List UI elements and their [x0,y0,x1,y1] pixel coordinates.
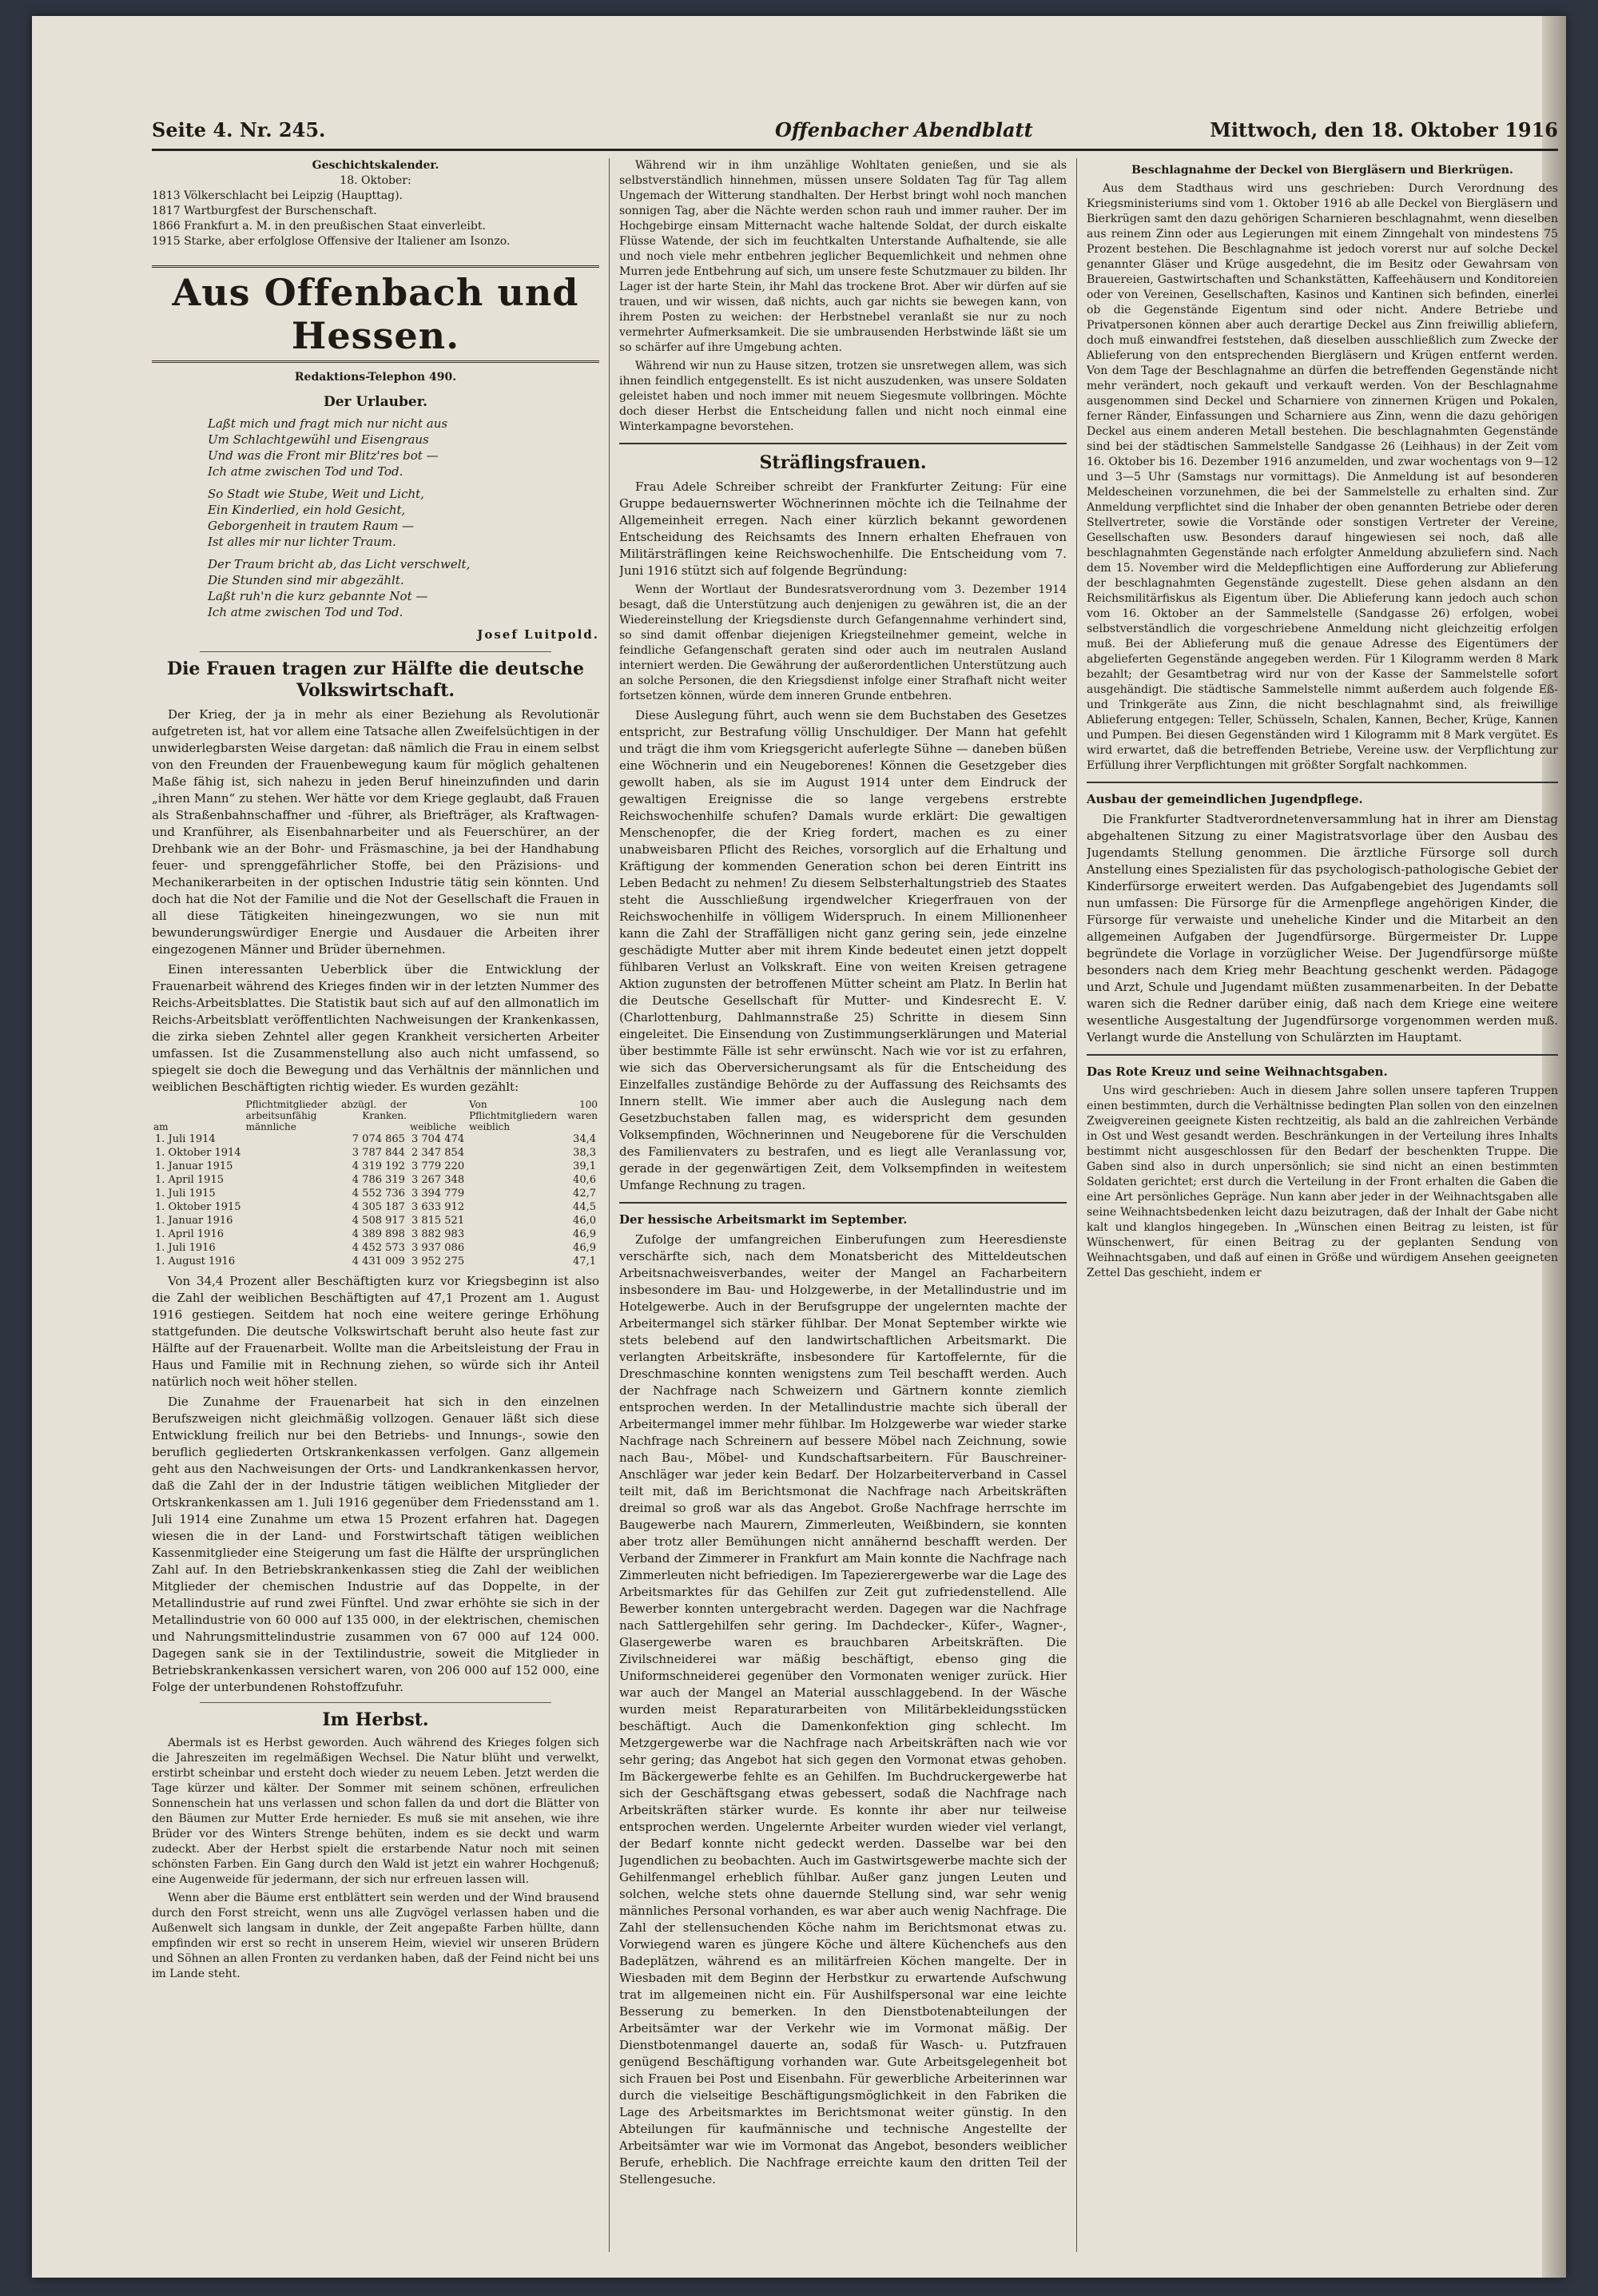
table-cell: 1. Oktober 1915 [155,1201,241,1213]
table-cell: 46,9 [573,1228,596,1240]
table-cell: 3 267 348 [411,1174,465,1186]
table-cell: 4 431 009 [352,1255,405,1267]
table-cell: 44,5 [573,1201,596,1213]
table-cell: 2 347 854 [411,1147,465,1159]
header-date: Mittwoch, den 18. Oktober 1916 [1210,118,1558,141]
poem-author: Josef Luitpold. [477,627,599,642]
table-row [152,1160,599,1173]
table-cell: 1. Juli 1914 [155,1133,216,1145]
table-cell: 47,1 [573,1255,596,1267]
article-paragraph: Von 34,4 Prozent aller Beschäftigten kurz vor Kriegsbeginn ist also die Zahl der weiblichen Beschäftigten auf 47,1 Prozent am 1. August 1916 gestiegen. Seitdem hat noch eine weitere geringe Erhöhung stattgefunden. Die deutsche Volkswirtschaft beruht also heute fast zur Hälfte auf der Frauenarbeit. Wollte man die Arbeitsleistung der Frau in Haus und Familie mit in Rechnung ziehen, so würde sich ihr Anteil natürlich noch weit höher stellen. [152,1274,599,1389]
table-cell: 1. April 1916 [155,1228,224,1240]
table-cell: 3 937 086 [411,1242,465,1254]
table-cell: 1. Juli 1915 [155,1188,216,1200]
table-cell: 4 552 736 [352,1188,405,1200]
table-row [152,1214,599,1228]
table-row [152,1132,599,1146]
article-paragraph: Uns wird geschrieben: Auch in diesem Jahre sollen unsere tapferen Truppen einen bestimmten, durch die Verhältnisse bedingten Plan sollen von den einzelnen Zweigvereinen geeignete Kisten rechtzeitig, als bald an die zahlreichen Verbände in Ost und West gesandt werden. Beschränkungen in der Verteilung ihres Inhalts bestimmt nicht ausgeschlossen für den Bedarf der beschenkten Truppe. Die Gaben sind also in durch unpersönlich; sie sind nicht an einen bestimmten Soldaten gerichtet; erst durch die Verteilung in der Front erhalten die Gaben die eine Art persönliches Gepräge. Nun kann aber jeder in der Weihnachtsgaben alle seine Weihnachtsbedenken leicht dazu beizutragen, daß der Inhalt der Gabe nicht kalt und klanglos hingegeben. In „Wünschen einen Beitrag zu leisten, ist für Wünschenwert, für einen Beitrag zu der geplanten Sendung von Weihnachtsgaben, und daß auf einen in Größe und würdigem Ansehen geeigneten Zettel Das geschieht, indem er [1087,1084,1558,1279]
page-header [152,110,1558,151]
table-cell: 1. Januar 1915 [155,1160,233,1172]
article-title: Das Rote Kreuz und seine Weihnachtsgaben. [1087,1064,1388,1079]
table-cell: 4 508 917 [352,1215,405,1227]
article-title: Der hessische Arbeitsmarkt im September. [619,1212,908,1227]
table-header: weibliche [409,1121,457,1132]
poem-line: Die Stunden sind mir abgezählt. [208,573,404,587]
table-cell: 7 074 865 [352,1133,405,1145]
table-row [152,1228,599,1241]
redaktion-telephone: Redaktions-Telephon 490. [294,371,457,384]
poem-title: Der Urlauber. [323,394,428,410]
article-paragraph: Einen interessanten Ueberblick über die Entwicklung der Frauenarbeit während des Krieges finden wir in der letzten Nummer des Reichs-Arbeitsblattes. Die Statistik baut sich auf auf den allmonatlich im Reichs-Arbeitsblatt veröffentlichten Nachweisungen der Krankenkassen, die zirka sieben Zehntel aller gegen Krankheit versicherten Arbeiter umfassen. Ist die Zusammenstellung also auch nicht umfassend, so spiegelt sie doch die Bewegung und das Verhältnis der männlichen und weiblichen Beschäftigten richtig wieder. Es wurden gezählt: [152,962,599,1094]
poem-line: Der Traum bricht ab, das Licht verschwelt, [208,557,471,571]
poem-line: Geborgenheit in trautem Raum — [208,519,415,533]
column-1 [152,158,599,2252]
divider [200,651,551,652]
poem-line: Ich atme zwischen Tod und Tod. [208,464,403,479]
article-paragraph: Frau Adele Schreiber schreibt der Frankfurter Zeitung: Für eine Gruppe bedauernswerter Wöchnerinnen möchte ich die Teilnahme der Allgemeinheit erregen. Nach einer kürzlich bekannt gewordenen Entscheidung des Reichsamts des Innern erhalten Ehefrauen von Militärsträflingen keine Reichswochenhilfe. Die Entscheidung vom 7. Juni 1916 stützt sich auf folgende Begründung: [619,479,1067,578]
history-calendar [152,158,599,249]
article-paragraph: Zufolge der umfangreichen Einberufungen zum Heeresdienste verschärfte sich, nach dem Monatsbericht des Mitteldeutschen Arbeitsnachweisverbandes, weiter der Mangel an Facharbeitern insbesondere im Bau- und Holzgewerbe, in der Metallindustrie und im Hotelgewerbe. Auch in der Berufsgruppe der ungelernten machte der Arbeitermangel sich stärker fühlbar. Der Monat September wirkte wie stets belebend auf den landwirtschaftlichen Arbeitsmarkt. Die verlangten Arbeitskräfte, insbesondere für Kartoffelernte, für die Dreschmaschine konnten wenigstens zum Teil beschafft werden. Auch der Nachfrage nach Schweizern und Gärtnern konnte ziemlich entsprochen werden. In der Metallindustrie machte sich überall der Arbeitermangel immer mehr fühlbar. Im Holzgewerbe war wieder starke Nachfrage nach Schreinern auf bessere Möbel nach Zeichnung, sowie nach Bau-, Möbel- und Kundschaftsarbeitern. Für Bauschreiner-Anschläger war jeder kein Bedarf. Der Holzarbeiterverband in Cassel teilt mit, daß im Berichtsmonat die Nachfrage nach Arbeitskräften dreimal so groß war als das Angebot. Große Nachfrage herrschte im Baugewerbe nach Maurern, Zimmerleuten, Weißbindern, sie konnten aber trotz aller Bemühungen nicht annähernd beschafft werden. Der Verband der Zimmerer in Frankfurt am Main konnte die Nachfrage nach Zimmerleuten nicht befriedigen. Im Tapezierergewerbe war die Lage des Arbeitsmarktes für das Gehilfen zur Zeit gut zufriedenstellend. Alle Bewerber konnten untergebracht werden. Dagegen war die Nachfrage nach Sattlergehilfen sehr gering. Im Dachdecker-, Küfer-, Wagner-, Glasergewerbe waren es brauchbaren Arbeitskräften. Die Zivilschneiderei war mäßig beschäftigt, ebenso ging die Uniformschneiderei gegenüber den Vormonaten weniger zurück. Hier war auch der Mangel an Material ausschlaggebend. In der Wäsche wurden meist Reparaturarbeiten von Militärbekleidungsstücken beschäftigt. Auch die Damenkonfektion ging schlecht. Im Metzgergewerbe war die Nachfrage nach Arbeitskräften nach wie vor sehr gering; das Angebot hat sich gegen den Vormonat etwas gehoben. Im Bäckergewerbe fehlte es an Gehilfen. Im Buchdruckergewerbe hat sich der Geschäftsgang etwas gebessert, sodaß die Nachfrage nach Arbeitskräften stärker wurde. Es konnte ihr aber nur teilweise entsprochen werden. Ungelernte Arbeiter wurden wieder viel verlangt, der Bedarf konnte nicht gedeckt werden. Dasselbe war bei den Jugendlichen zu beobachten. Auch im Gastwirtsgewerbe machte sich der Gehilfenmangel erheblich fühlbar. Außer ganz jungen Leuten und solchen, welche stets ohne dauernde Stellung sind, war sehr wenig männliches Personal vorhanden, es war aber auch wenig Nachfrage. Die Zahl der stellensuchenden Köche nahm im Berichtsmonat etwas zu. Vorwiegend waren es jüngere Köche und ältere Küchenchefs aus den Badeplätzen, während es an militärfreien Köchen mangelte. Der in Wiesbaden mit dem Beginn der Herbstkur zu erwartende Aufschwung trat im allgemeinen nicht ein. Für Aushilfspersonal war eine leichte Besserung zu bemerken. In den Dienstbotenabteilungen der Arbeitsämter war der Verkehr wie im Vormonat mäßig. Der Dienstbotenmangel dauerte an, sodaß für Wasch- u. Putzfrauen genügend Beschäftigung vorhanden war. Gute Arbeitsgelegenheit bot sich Frauen bei Post und Eisenbahn. Für gewerbliche Arbeiterinnen war durch die vielseitige Beschäftigungsmöglichkeit in den Fabriken die Lage des Arbeitsmarktes im Berichtsmonat weiter günstig. In den Abteilungen für kaufmännische und technische Angestellte der Arbeitsämter war wie im Vormonat das Angebot, besonders weiblicher Berufe, erheblich. Die Nachfrage erreichte kaum den dritten Teil der Stellengesuche. [619,1232,1067,2187]
column-2 [619,158,1067,2252]
calendar-entry: 1866 Frankfurt a. M. in den preußischen Staat einverleibt. [152,220,486,233]
divider [1087,1054,1558,1056]
table-cell: 1. August 1916 [155,1255,236,1267]
table-cell: 3 394 779 [411,1188,465,1200]
article-title: Im Herbst. [322,1709,429,1730]
poem-line: Um Schlachtgewühl und Eisengraus [208,432,429,447]
section-title: Aus Offenbach und Hessen. [152,265,599,363]
calendar-date: 18. Oktober: [340,174,411,187]
poem-line: Ist alles mir nur lichter Traum. [208,535,396,549]
table-cell: 4 305 187 [352,1201,405,1213]
table-cell: 40,6 [573,1174,596,1186]
header-masthead: Offenbacher Abendblatt [775,118,1033,141]
table-cell: 3 787 844 [352,1147,405,1159]
table-cell: 38,3 [573,1147,596,1159]
table-cell: 3 815 521 [411,1215,465,1227]
poem-line: Laßt mich und fragt mich nur nicht aus [208,416,448,431]
table-cell: 3 633 912 [411,1201,465,1213]
column-rule [1076,158,1077,2252]
article-paragraph: Diese Auslegung führt, auch wenn sie dem Buchstaben des Gesetzes entspricht, zur Bestrafung völlig Unschuldiger. Der Mann hat gefehlt und trägt die ihm vom Kriegsgericht auferlegte Sühne — daneben büßen eine Wöchnerin und ein Neugeborenes! Können die Gesetzgeber dies gewollt haben, als sie im August 1914 unter dem Eindruck der gewaltigen Ereignisse die so lange vergebens erstrebte Reichswochenhilfe schufen? Damals wurde erklärt: Die gewaltigen Menschenopfer, die der Krieg fordert, machen es zu einer unabweisbaren Pflicht des Reiches, vorsorglich auf die Erhaltung und Kräftigung der kommenden Generation schon bei deren Eintritt ins Leben Bedacht zu nehmen! Zu diesem Selbsterhaltungstrieb des Staates steht die Ausschließung irgendwelcher Kriegerfrauen von der Reichswochenhilfe in völligem Widerspruch. In einem Millionenheer kann die Zahl der Straffälligen nicht ganz gering sein, jede einzelne geschädigte Mutter aber mit ihrem Kinde bedeutet einen jetzt doppelt fühlbaren Verlust an Volkskraft. Eine von weiten Kreisen getragene Aktion zugunsten der betroffenen Mütter scheint am Platz. In Berlin hat die Deutsche Gesellschaft für Mutter- und Kindesrecht E. V. (Charlottenburg, Dahlmannstraße 25) Schritte in diesem Sinn eingeleitet. Die Einsendung von Zustimmungserklärungen und Material über bestimmte Fälle ist sehr erwünscht. Nach wie vor ist zu erfahren, wie sich das Oberversicherungsamt als für die Entscheidung des Einzelfalles zuständige Behörde zu der Auffassung des Reichsamts des Innern stellt. Wie immer aber auch die Auslegung nach dem Gesetzbuchstaben fallen mag, es widerspricht dem gesunden Volksempfinden, Wöchnerinnen und Neugeborene für die Verschulden des Familienvaters zu bestrafen, und es liegt alle Veranlassung vor, gerade in der gegenwärtigen Zeit, dem Volksempfinden in weitestem Umfange Rechnung zu tragen. [619,708,1067,1192]
table-row [152,1187,599,1200]
table-header-row [152,1099,599,1132]
table-cell: 1. Juli 1916 [155,1242,216,1254]
table-row [152,1241,599,1255]
table-cell: 46,9 [573,1242,596,1254]
table-cell: 34,4 [573,1133,596,1145]
table-row [152,1255,599,1268]
article-paragraph: Die Zunahme der Frauenarbeit hat sich in den einzelnen Berufszweigen nicht gleichmäßig vollzogen. Genauer läßt sich diese Entwicklung freilich nur bei den Betriebs- und Innungs-, sowie den beruflich gegliederten Ortskrankenkassen verfolgen. Ganz allgemein geht aus den Nachweisungen der Orts- und Landkrankenkassen hervor, daß die Zahl der in der Industrie tätigen weiblichen Mitglieder der Ortskrankenkassen am 1. Juli 1916 gegenüber dem Friedensstand am 1. Juli 1914 eine Zunahme um etwa 15 Prozent erfahren hat. Dagegen wiesen die in der Land- und Forstwirtschaft tätigen weiblichen Kassenmitglieder eine Steigerung um fast die Hälfte der ursprünglichen Zahl auf. In den Betriebskrankenkassen stieg die Zahl der weiblichen Mitglieder der chemischen Industrie auf das Doppelte, in der Metallindustrie auf rund zwei Fünftel. Und zwar erhöhte sie sich in der Metallindustrie von 60 000 auf 135 000, in der elektrischen, chemischen und Nahrungsmittelindustrie zusammen von 67 000 auf 124 000. Dagegen sank sie in der Textilindustrie, soweit die Mitglieder in Betriebskrankenkassen versichert waren, von 206 000 auf 152 000, eine Folge der unterbundenen Rohstoffzufuhr. [152,1395,599,1694]
article-paragraph: Wenn aber die Bäume erst entblättert sein werden und der Wind brausend durch den Forst streicht, wenn uns alle Zugvögel verlassen haben und die Außenwelt sich langsam in dunkle, der Zeit angepaßte Farben hüllte, dann empfinden wir erst so recht in unserem Heim, wieviel wir unseren Brüdern und Söhnen an allen Fronten zu verdanken haben, daß der Feind nicht bei uns im Lande steht. [152,1892,599,1980]
calendar-entry: 1813 Völkerschlacht bei Leipzig (Haupttag). [152,189,403,202]
table-cell: 3 704 474 [411,1133,465,1145]
table-cell: 1. Oktober 1914 [155,1147,241,1159]
table-cell: 1. Januar 1916 [155,1215,233,1227]
article-paragraph: Aus dem Stadthaus wird uns geschrieben: Durch Verordnung des Kriegsministeriums sind vom 1. Oktober 1916 ab alle Deckel von Biergläsern und Bierkrügen samt den dazu gehörigen Scharnieren beschlagnahmt, wenn dieselben aus reinem Zinn oder aus Legierungen mit einem Zinngehalt von mindestens 75 Prozent bestehen. Die Beschlagnahme ist jedoch vorerst nur auf solche Deckel genannter Gläser und Krüge ausgedehnt, die im Besitz oder Gewahrsam von Brauereien, Gastwirtschaften und Schankstätten, Kaffeehäusern und Konditoreien oder von Vereinen, Gesellschaften, Kasinos und Kantinen sich befinden, einerlei ob die Gegenstände Eigentum sind oder nicht. Andere Betriebe und Privatpersonen können aber auch derartige Deckel aus Zinn freiwillig abliefern, doch muß einwandfrei feststehen, daß dieselben ausschließlich zum Zwecke der Ablieferung von den entsprechenden Biergläsern und Krügen entfernt werden. Von dem Tage der Beschlagnahme an dürfen die betreffenden Gegenstände nicht mehr verändert, noch gekauft und verkauft werden. Von der Beschlagnahme ausgenommen sind Deckel und Scharniere von zinnernen Krügen und Pokalen, ferner Ränder, Einfassungen und Scharniere aus Zinn, wenn die dazu gehörigen Deckel aus einem anderen Metall bestehen. Die beschlagnahmten Gegenstände sind bei der städtischen Sammelstelle Sandgasse 26 (Leihhaus) in der Zeit vom 16. Oktober bis 16. Dezember 1916 anzumelden, und zwar wochentags von 9—12 und 3—5 Uhr (Samstags nur vormittags). Die Anmeldung ist auf besonderen Meldescheinen vorzunehmen, die bei der Sammelstelle zu erhalten sind. Zur Anmeldung verpflichtet sind die Inhaber der oben genannten Betriebe oder deren Stellvertreter, sowie die Vorstände oder sonstigen Vertreter der Vereine, Gesellschaften usw. Besonders darauf hingewiesen sei noch, daß alle beschlagnahmten Gegenstände nach erfolgter Anmeldung abzuliefern sind. Nach dem 15. November wird die Meldepflichtigen eine Aufforderung zur Ablieferung der beschlagnahmten Gegenstände zugestellt. Diese gehen alsdann an den Reichsmilitärfiskus als Eigentum über. Die Ablieferung kann jedoch auch schon vom 16. Oktober an der Sammelstelle (Sandgasse 26) erfolgen, wobei selbstverständlich die vorgeschriebene Anmeldung nicht gleichzeitig erfolgen muß. Bei der Ablieferung muß die genaue Adresse des Eigentümers der abgelieferten Gegenstände angegeben werden. Für 1 Kilogramm werden 8 Mark bezahlt; der Gesamtbetrag wird nur von der Kasse der Sammelstelle sofort ausgehändigt. Die städtische Sammelstelle nimmt außerdem auch folgende Eß- und Trinkgeräte aus Zinn, die nicht beschlagnahmt sind, als freiwillige Ablieferung entgegen: Teller, Schüsseln, Schalen, Kannen, Becher, Krüge, Kannen und Pumpen. Bei diesen Gegenständen wird 1 Kilogramm mit 8 Mark vergütet. Es wird erwartet, daß die betreffenden Betriebe, Vereine usw. der Verpflichtung zur Erfüllung ihrer Verpflichtungen mit größter Sorgfalt nachkommen. [1087,182,1558,772]
article-paragraph: Der Krieg, der ja in mehr als einer Beziehung als Revolutionär aufgetreten ist, hat vor allem eine Tatsache allen Zweifelsüchtigen in der unwiderlegbarsten Weise dargetan: daß nämlich die Frau in einem selbst von den Freunden der Frauenbewegung kaum für möglich gehaltenen Maße fähig ist, sich nahezu in jeden Beruf hineinzufinden und darin „ihren Mann“ zu stehen. Wer hätte vor dem Kriege geglaubt, daß Frauen als Straßenbahnschaffner und -führer, als Briefträger, als Kraftwagen- und Kranführer, als Eisenbahnarbeiter und als Feuerschürer, an der Drehbank wie an der Bohr- und Fräsmaschine, ja bei der Handhabung feuer- und sprenggefährlicher Stoffe, bei den Präzisions- und Mechanikerarbeiten in der optischen Industrie tätig sein könnten. Und doch hat die Not der Familie und die Not der Gesellschaft die Frauen in all diese Tätigkeiten hineingezwungen, wo sie nun mit bewunderungswürdiger Energie und Ausdauer die Arbeiten ihrer eingezogenen Männer und Brüder übernehmen. [152,707,599,957]
table-cell: 42,7 [573,1188,596,1200]
article-title: Die Frauen tragen zur Hälfte die deutsche Volkswirtschaft. [167,659,584,701]
column-3 [1087,158,1558,2252]
article-paragraph: Wenn der Wortlaut der Bundesratsverordnung vom 3. Dezember 1914 besagt, daß die Unterstützung auch denjenigen zu gewähren ist, die an der Wiedereinstellung der Kriegsdienste durch Gefangennahme verhindert sind, so sind damit offenbar diejenigen Kriegsteilnehmer gemeint, welche in feindliche Gefangenschaft geraten sind oder auch im neutralen Ausland interniert werden. Die Gewährung der außerordentlichen Unterstützung auch an solche Personen, die den Kriegsdienst infolge einer Strafhaft nicht weiter fortsetzen können, würde dem inneren Grunde entbehren. [619,583,1067,702]
table-cell: 4 452 573 [352,1242,405,1254]
article-paragraph: Während wir in ihm unzählige Wohltaten genießen, und sie als selbstverständlich hinnehmen, müssen unsere Soldaten Tag für Tag allem Ungemach der Witterung standhalten. Der Herbst bringt wohl noch manchen sonnigen Tag, aber die Nächte werden schon rauh und immer rauher. Der im Hochgebirge einsam Mitternacht wache haltende Soldat, der durch eiskalte Flüsse Watende, der sich im feuchtkalten Unterstande Aufhaltende, sie alle und noch viele mehr entbehren jeglicher Bequemlichkeit und nehmen ohne Murren jede Entbehrung auf sich, um unsere feste Schutzmauer zu bilden. Ihr Lager ist der harte Stein, ihr Mahl das trockene Brot. Aber wir dürfen auf sie trauen, und wir wissen, daß nichts, auch gar nichts sie bewegen kann, von ihrem Posten zu weichen: der Herbstnebel veranlaßt sie nur zu noch vermehrter Aufmerksamkeit. Die sie umbrausenden Herbstwinde läßt sie um so schärfer auf ihre Umgebung achten. [619,159,1067,354]
table-cell: 4 786 319 [352,1174,405,1186]
table-row [152,1200,599,1214]
table-header: am [153,1121,169,1132]
header-page-number: Seite 4. Nr. 245. [152,118,326,141]
divider [619,443,1067,444]
article-paragraph: Die Frankfurter Stadtverordnetenversammlung hat in ihrer am Dienstag abgehaltenen Sitzung zu einer Magistratsvorlage über den Ausbau des Jugendamts Stellung genommen. Die ärztliche Fürsorge soll durch Anstellung eines Spezialisten für das psychologisch-pathologische Gebiet der Kinderfürsorge erweitert werden. Das Aufgabengebiet des Jugendamts soll nun umfassen: Die Fürsorge für die Armenpflege angehörigen Kinder, die Fürsorge für verwaiste und uneheliche Kinder und die Mitarbeit an den allgemeinen Aufgaben der Jugendfürsorge. Bürgermeister Dr. Luppe begründete die Vorlage in vorzüglicher Weise. Der Jugendfürsorge müßte besonders nach dem Krieg mehr Beachtung geschenkt werden. Pädagoge und Arzt, Schule und Jugendamt müßten zusammenarbeiten. In der Debatte waren sich die Redner darüber einig, daß nach dem Kriege eine weitere wesentliche Ausgestaltung der Jugendfürsorge vorgenommen werden muß. Verlangt wurde die Anstellung von Schulärzten im Hauptamt. [1087,812,1558,1045]
calendar-entry: 1817 Wartburgfest der Burschenschaft. [152,205,377,217]
article-title: Ausbau der gemeindlichen Jugendpflege. [1087,792,1363,806]
poem-line: Und was die Front mir Blitz'res bot — [208,448,439,463]
statistics-table [152,1099,599,1268]
table-cell: 4 389 898 [352,1228,405,1240]
poem-body [208,416,599,620]
table-cell: 3 882 983 [411,1228,465,1240]
table-row [152,1146,599,1160]
table-cell: 39,1 [573,1160,596,1172]
divider [619,1202,1067,1204]
table-header: Pflichtmitglieder abzügl. der arbeitsunfähig Kranken. männliche [245,1099,407,1132]
poem-line: Laßt ruh'n die kurz gebannte Not — [208,589,428,603]
column-rule [609,158,610,2252]
article-paragraph: Während wir nun zu Hause sitzen, trotzen sie unsretwegen allem, was sich ihnen feindlich entgegenstellt. Es ist nicht auszudenken, was unsere Soldaten geleistet haben und noch immer mit neuem Siegesmute vollbringen. Möchte doch dieser Herbst die Entscheidung fallen und nicht noch einmal eine Winterkampagne bevorstehen. [619,360,1067,433]
calendar-entry: 1915 Starke, aber erfolglose Offensive der Italiener am Isonzo. [152,235,511,248]
table-header: Von 100 Pflichtmitgliedern waren weiblich [469,1099,598,1132]
table-cell: 1. April 1915 [155,1174,224,1186]
divider [200,1702,551,1703]
poem-line: Ein Kinderlied, ein hold Gesicht, [208,503,406,517]
calendar-title: Geschichtskalender. [312,159,439,172]
table-cell: 3 952 275 [411,1255,465,1267]
table-cell: 4 319 192 [352,1160,405,1172]
table-cell: 46,0 [573,1215,596,1227]
newspaper-page [32,16,1566,2278]
article-title: Sträflingsfrauen. [759,452,927,473]
poem-line: So Stadt wie Stube, Weit und Licht, [208,487,424,501]
poem-line: Ich atme zwischen Tod und Tod. [208,605,403,619]
divider [1087,782,1558,783]
table-row [152,1173,599,1187]
article-title: Beschlagnahme der Deckel von Biergläsern und Bierkrügen. [1131,164,1513,177]
table-cell: 3 779 220 [411,1160,465,1172]
article-paragraph: Abermals ist es Herbst geworden. Auch während des Krieges folgen sich die Jahreszeiten im regelmäßigen Wechsel. Die Natur blüht und verwelkt, erstirbt scheinbar und ersteht doch wieder zu neuem Leben. Jetzt werden die Tage kürzer und kälter. Der Sommer mit seinem schönen, erfreulichen Sonnenschein hat uns verlassen und schon fallen da und dort die Blätter von den Bäumen zur Mutter Erde hernieder. Es muß sie mit ansehen, wie ihre Brüder vor des Winters Strenge behüten, indem es sie deckt und warm zudeckt. Aber der Herbst spielt die erstarbende Natur noch mit seinen schönsten Farben. Ein Gang durch den Wald ist jetzt ein wahrer Hochgenuß; eine Augenweide für jedermann, der sich nur erfreuen lassen will. [152,1737,599,1886]
